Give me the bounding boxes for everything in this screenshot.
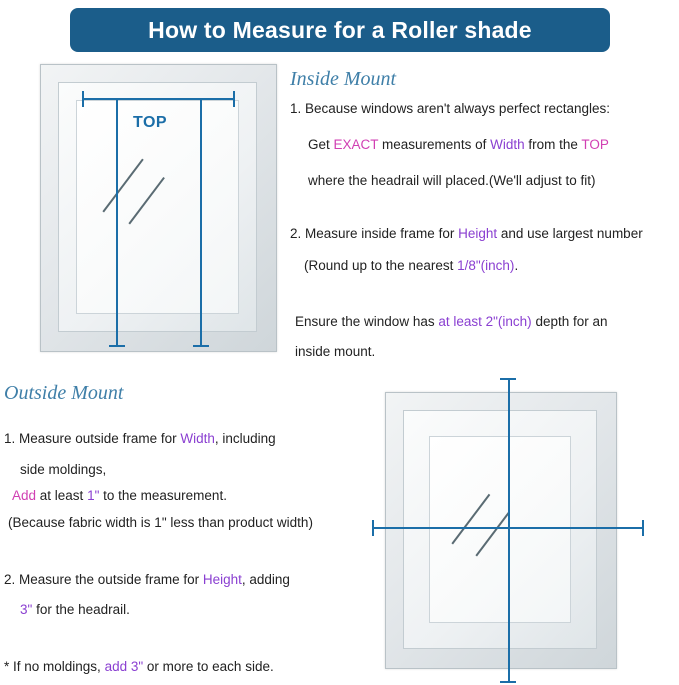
text-get: Get xyxy=(308,137,334,152)
inside-step2-line1 xyxy=(290,225,643,242)
keyword-width: Width xyxy=(490,137,525,152)
keyword-top: TOP xyxy=(581,137,609,152)
height-measure-line-right xyxy=(200,98,202,346)
inside-step1-line3-text: where the headrail will placed.(We'll adjust to fit) xyxy=(308,173,596,188)
text-round-up: (Round up to the nearest xyxy=(304,258,458,273)
width-measure-line xyxy=(82,98,234,100)
text-or-more-each-side: or more to each side. xyxy=(143,659,274,674)
inside-ensure-line1 xyxy=(295,313,608,330)
glass-reflection-streak xyxy=(102,159,143,213)
text-measure-inside: 2. Measure inside frame for xyxy=(290,226,459,241)
inside-step1-line1 xyxy=(290,100,610,117)
outside-width-measure-line xyxy=(372,527,644,529)
glass-reflection-streak xyxy=(451,494,490,544)
text-to-the-measurement: to the measurement. xyxy=(99,488,227,503)
inside-step1-line2 xyxy=(308,136,609,153)
outside-height-measure-line xyxy=(508,378,510,683)
outside-width-left-cap xyxy=(372,520,374,536)
outside-footnote xyxy=(4,658,274,675)
text-measure-outside: 1. Measure outside frame for xyxy=(4,431,181,446)
inside-mount-heading: Inside Mount xyxy=(290,68,397,90)
glass-reflection-streak xyxy=(475,512,509,556)
outside-step1-line3 xyxy=(12,487,227,504)
height-measure-line-left xyxy=(116,98,118,346)
outside-step1-line2: side moldings, xyxy=(20,462,107,477)
keyword-height: Height xyxy=(458,226,498,241)
text-from-the: from the xyxy=(524,137,582,152)
text-depth-for-an: depth for an xyxy=(531,314,608,329)
outside-mount-heading: Outside Mount xyxy=(4,382,124,404)
inside-step2-line2 xyxy=(304,257,518,274)
outside-width-right-cap xyxy=(642,520,644,536)
outside-step1-line4: (Because fabric width is 1" less than product width) xyxy=(8,515,313,530)
keyword-eighth-inch: 1/8"(inch) xyxy=(457,258,515,273)
keyword-three-inch: 3" xyxy=(20,602,33,617)
window-glass-pane xyxy=(429,436,571,623)
top-label: TOP xyxy=(133,114,168,131)
outside-height-top-cap xyxy=(500,378,516,380)
text-measurements-of: measurements of xyxy=(378,137,491,152)
keyword-one-inch: 1" xyxy=(87,488,100,503)
inside-ensure-line2: inside mount. xyxy=(295,344,376,359)
height-measure-bottom-cap-right xyxy=(193,345,209,347)
text-measure-outside-height: 2. Measure the outside frame for xyxy=(4,572,203,587)
outside-height-bottom-cap xyxy=(500,681,516,683)
keyword-add: Add xyxy=(12,488,37,503)
text-if-no-moldings: * If no moldings, xyxy=(4,659,105,674)
glass-reflection-streak xyxy=(128,177,164,224)
inside-step1-line3 xyxy=(308,172,595,189)
keyword-at-least-2in: at least 2"(inch) xyxy=(438,314,532,329)
inside-mount-window-diagram xyxy=(40,64,275,350)
width-measure-right-cap xyxy=(233,91,235,107)
window-glass-pane xyxy=(76,100,239,314)
keyword-exact: EXACT xyxy=(333,137,379,152)
width-measure-left-cap xyxy=(82,91,84,107)
outside-step2-line1 xyxy=(4,571,290,588)
outside-step2-line2 xyxy=(20,601,130,618)
outside-mount-window-diagram xyxy=(385,392,615,667)
keyword-add-3in: add 3" xyxy=(104,659,144,674)
page-title-banner xyxy=(70,8,610,52)
text-at-least: at least xyxy=(36,488,88,503)
inside-step1-line1-text: 1. Because windows aren't always perfect rectangles: xyxy=(290,101,610,116)
keyword-width: Width xyxy=(180,431,215,446)
text-period: . xyxy=(514,258,519,273)
text-ensure-window: Ensure the window has xyxy=(295,314,439,329)
text-including: , including xyxy=(214,431,276,446)
text-for-the-headrail: for the headrail. xyxy=(32,602,130,617)
page-title: How to Measure for a Roller shade xyxy=(148,16,532,43)
keyword-height: Height xyxy=(202,572,242,587)
text-adding: , adding xyxy=(241,572,290,587)
height-measure-bottom-cap-left xyxy=(109,345,125,347)
outside-step1-line1 xyxy=(4,430,276,447)
text-largest-number: and use largest number xyxy=(497,226,643,241)
